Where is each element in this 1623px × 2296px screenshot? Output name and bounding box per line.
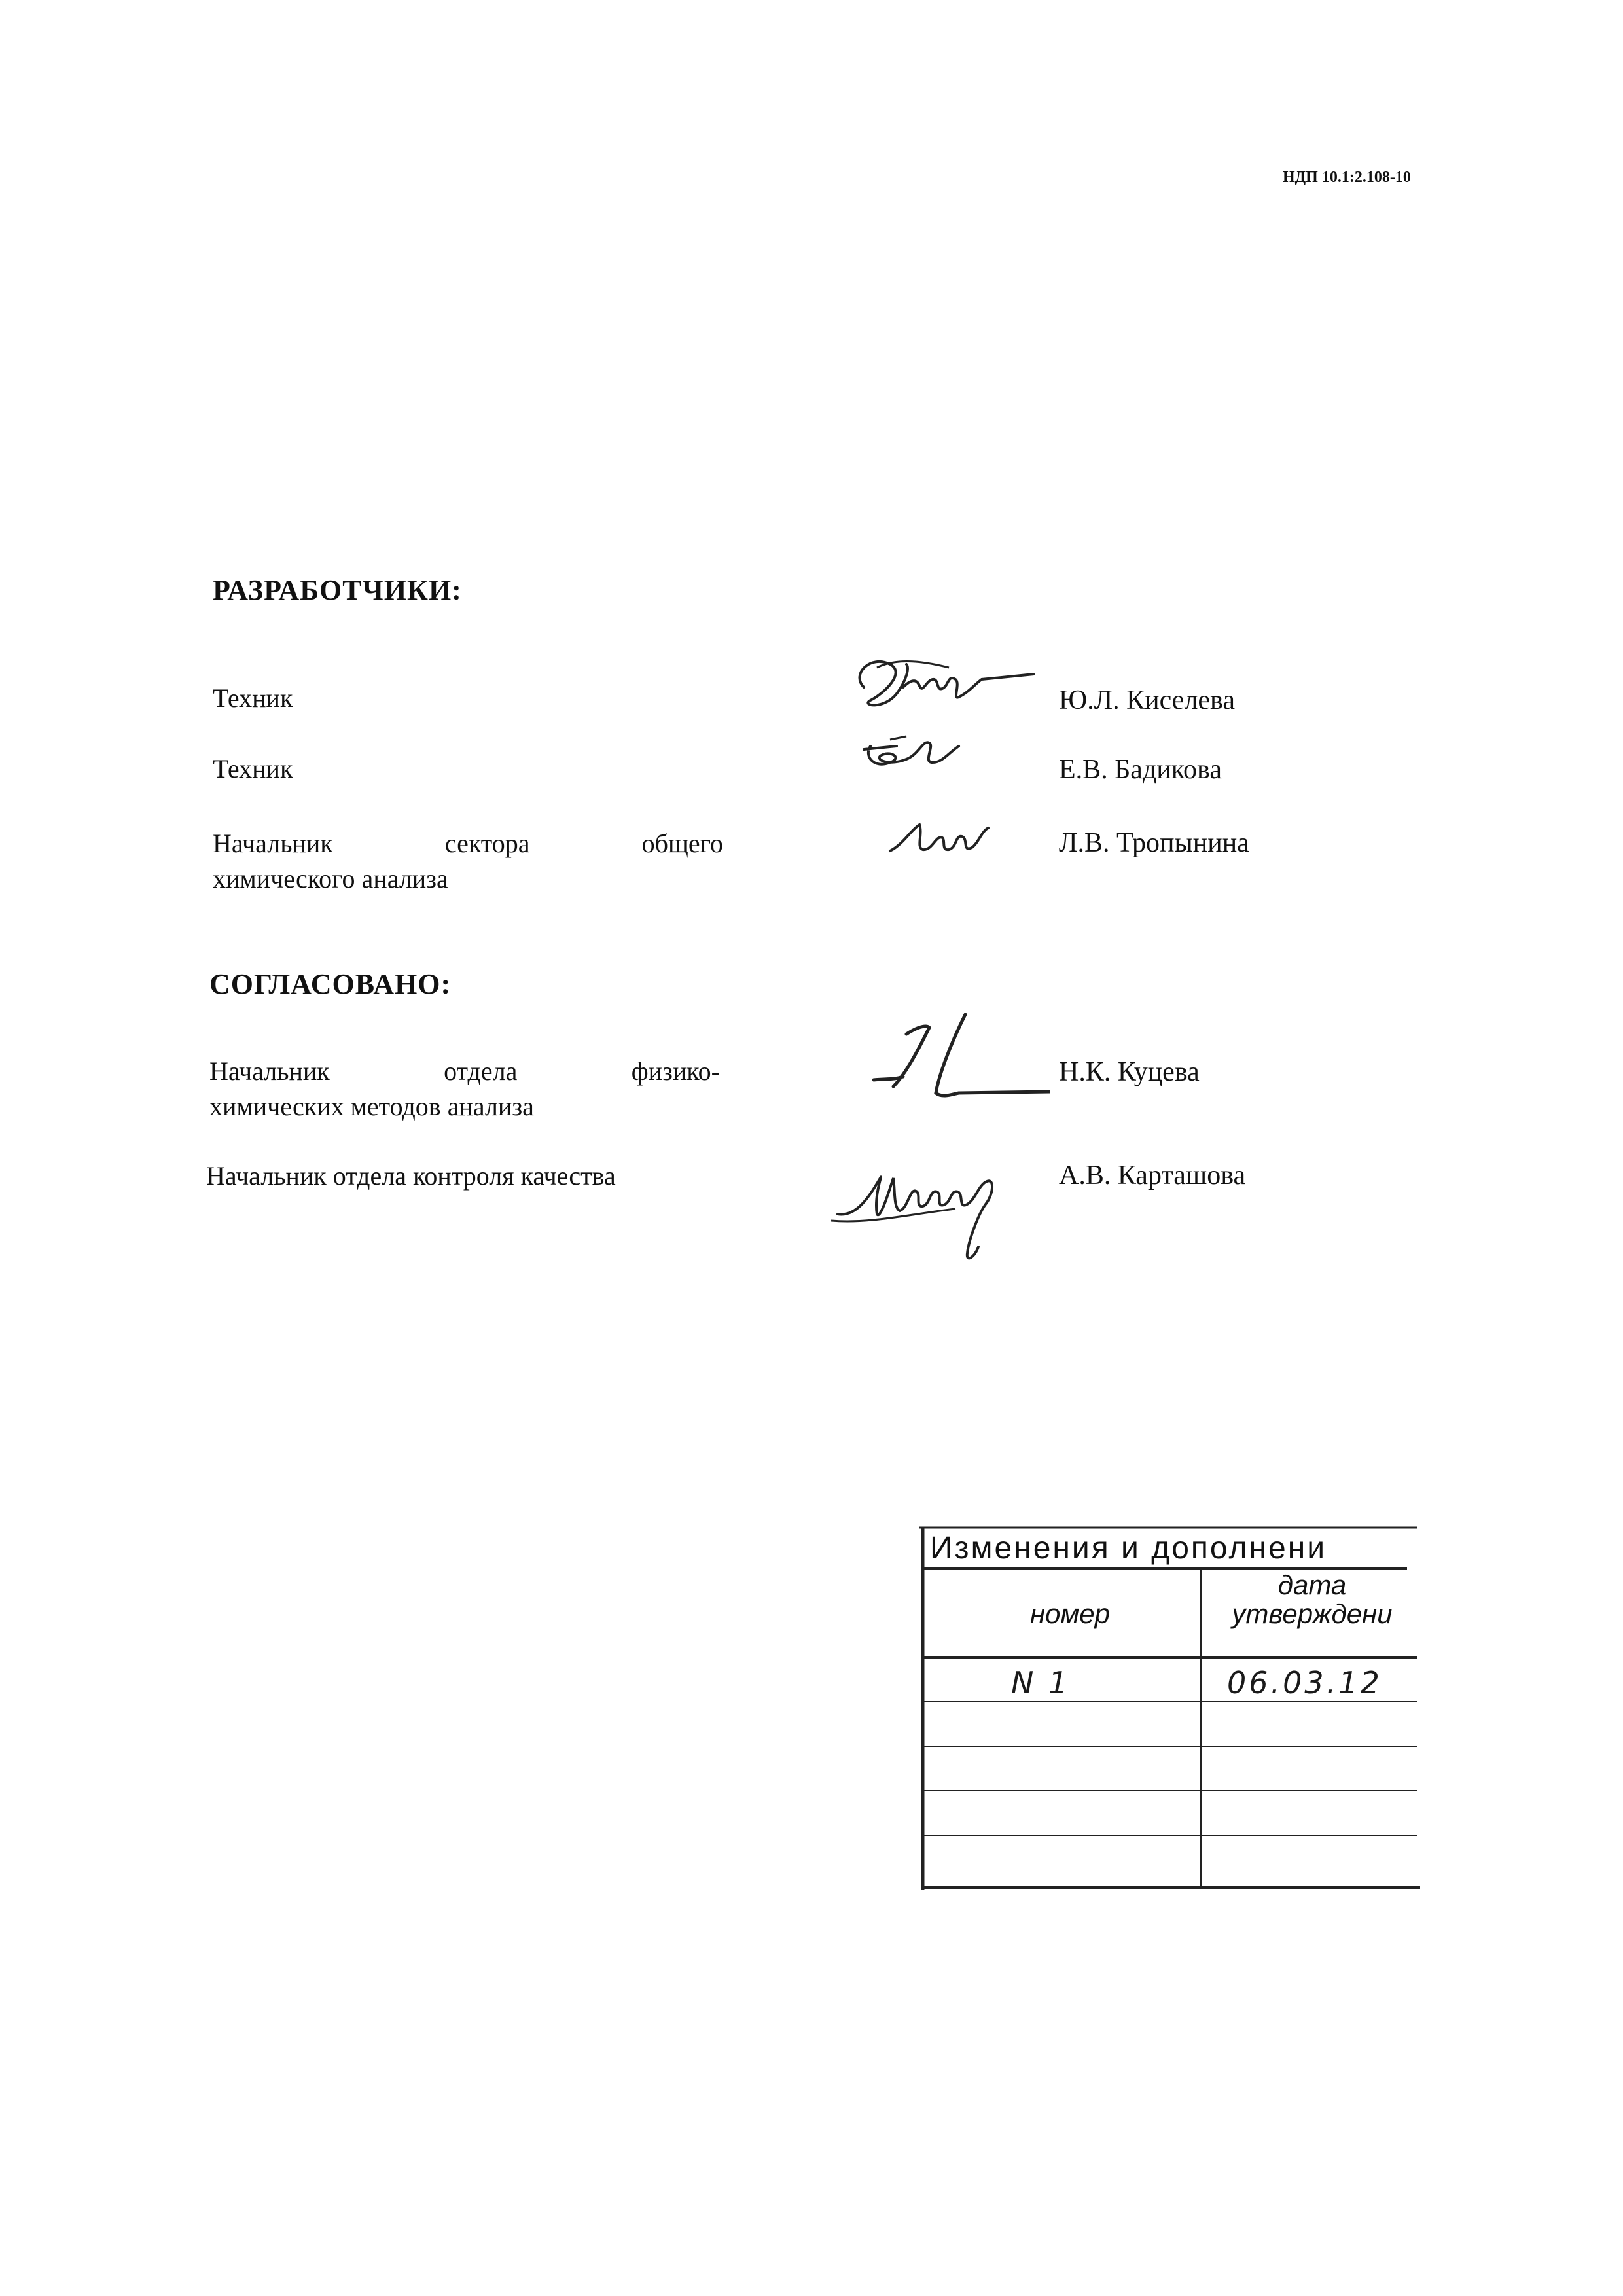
signature-kutseva <box>867 1008 1050 1113</box>
approved-heading: СОГЛАСОВАНО: <box>209 968 452 1000</box>
approver-name-2: А.В. Карташова <box>1059 1160 1246 1191</box>
developers-heading: РАЗРАБОТЧИКИ: <box>213 574 462 606</box>
developer-name-3: Л.В. Тропынина <box>1059 828 1249 858</box>
developer-role-1: Техник <box>213 683 293 713</box>
developer-name-2: Е.В. Бадикова <box>1059 755 1222 785</box>
stamp-entry-number: N 1 <box>1011 1665 1071 1700</box>
signature-tropynina <box>883 812 995 864</box>
stamp-col-date-line1: дата <box>1277 1570 1347 1600</box>
approver-name-1: Н.К. Куцева <box>1059 1057 1200 1087</box>
approver-role-2: Начальник отдела контроля качества <box>206 1161 616 1191</box>
signature-badikova <box>851 726 969 779</box>
stamp-entry-date: 06.03.12 <box>1227 1665 1382 1700</box>
signature-kiseleva <box>844 648 1041 726</box>
changes-stamp <box>919 1526 1423 1893</box>
developer-role-3-line2: химического анализа <box>213 864 448 893</box>
developer-role-3-line1: Начальник сектора общего <box>213 829 723 858</box>
approver-role-1-line2: химических методов анализа <box>209 1092 534 1121</box>
approver-role-1-line1: Начальник отдела физико- <box>209 1056 720 1086</box>
stamp-col-number: номер <box>1030 1598 1110 1629</box>
developer-name-1: Ю.Л. Киселева <box>1059 685 1235 715</box>
stamp-col-date-line2: утверждени <box>1232 1598 1393 1629</box>
signature-kartashova <box>831 1142 1027 1273</box>
developer-role-2: Техник <box>213 754 293 783</box>
stamp-title: Изменения и дополнени <box>930 1531 1327 1566</box>
document-code: НДП 10.1:2.108-10 <box>1283 169 1411 186</box>
